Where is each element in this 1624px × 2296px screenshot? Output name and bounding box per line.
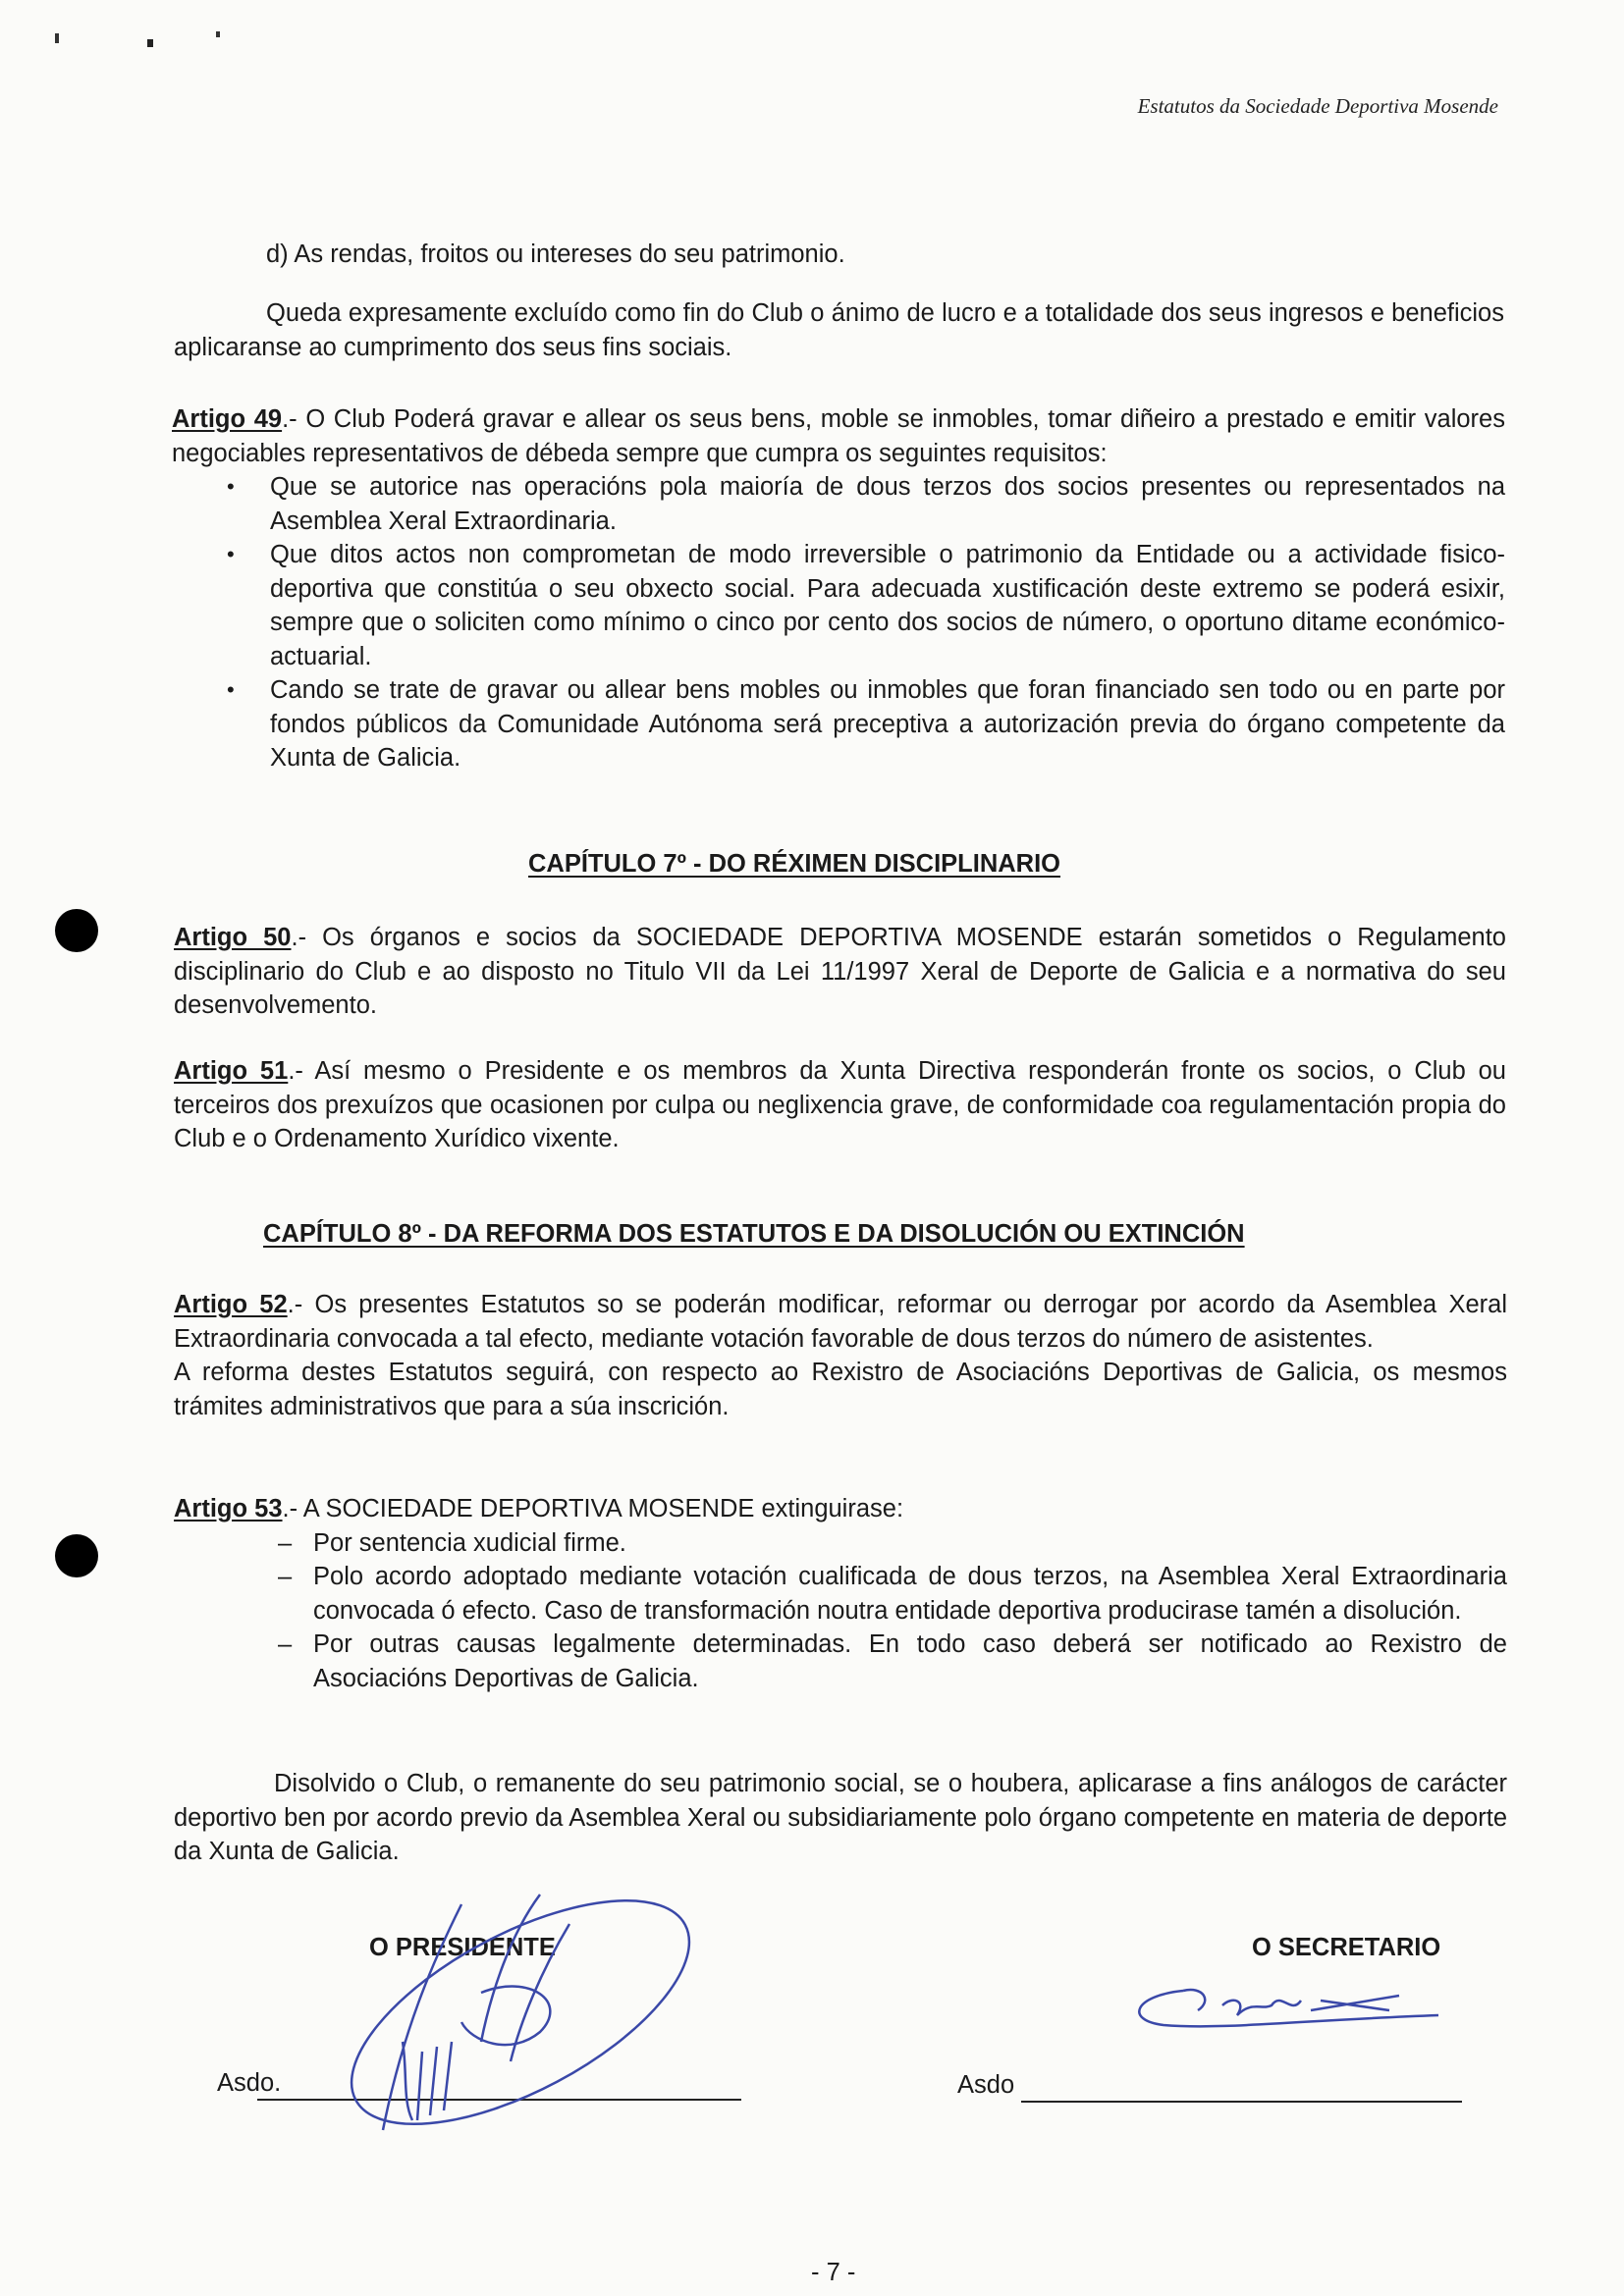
article-53	[174, 1492, 1507, 1695]
scan-mark	[55, 33, 59, 43]
chapter-8-heading: CAPÍTULO 8º - DA REFORMA DOS ESTATUTOS E DA DISOLUCIÓN OU EXTINCIÓN	[263, 1220, 1245, 1248]
president-signature	[314, 1875, 707, 2179]
page-number: - 7 -	[811, 2259, 856, 2286]
scan-mark	[147, 39, 153, 47]
article-50	[174, 921, 1506, 1023]
list-item: • Que se autorice nas operacións pola maioría de dous terzos dos socios presentes ou representados na Asemblea Xeral Extraordinaria.	[270, 470, 1505, 538]
signature-line	[1021, 2101, 1462, 2103]
article-label: Artigo 49	[172, 405, 283, 433]
secretary-signature	[1124, 1971, 1448, 2040]
extinction-list	[313, 1526, 1507, 1696]
article-text: .- A SOCIEDADE DEPORTIVA MOSENDE extinguirase:	[282, 1495, 904, 1522]
requirements-list	[270, 470, 1505, 775]
paragraph-disolvido: Disolvido o Club, o remanente do seu patrimonio social, se o houbera, aplicarase a fins análogos de carácter deportivo ben por acordo previo da Asemblea Xeral ou subsidiariamente polo órgano competente en materia de deporte da Xunta de Galicia.	[174, 1770, 1507, 1865]
list-item: – Polo acordo adoptado mediante votación cualificada de dous terzos, na Asemblea Xeral Extraordinaria convocada ó efecto. Caso de transformación noutra entidade deportiva producirase tamén a disolución.	[313, 1560, 1507, 1628]
article-label: Artigo 53	[174, 1495, 283, 1522]
item-d: d) As rendas, froitos ou intereses do seu patrimonio.	[266, 240, 845, 268]
article-text: .- Os órganos e socios da SOCIEDADE DEPORTIVA MOSENDE estarán sometidos o Regulamento disciplinario do Club e ao disposto no Titulo VII da Lei 11/1997 Xeral de Deporte de Galicia e a normativa do seu desenvolvemento.	[174, 924, 1506, 1019]
article-text: .- Así mesmo o Presidente e os membros da Xunta Directiva responderán fronte os socios, o Club ou terceiros dos prexuízos que ocasionen por culpa ou neglixencia grave, de conformidade coa regulamentación propia do Club e o Ordenamento Xurídico vixente.	[174, 1057, 1506, 1152]
article-51	[174, 1054, 1506, 1156]
list-item: – Por sentencia xudicial firme.	[313, 1526, 1507, 1561]
scan-mark	[216, 31, 220, 37]
chapter-7-heading: CAPÍTULO 7º - DO RÉXIMEN DISCIPLINARIO	[528, 850, 1061, 878]
list-item: • Que ditos actos non comprometan de modo irreversible o patrimonio da Entidade ou a actividade fisico-deportiva que constitúa o seu obxecto social. Para adecuada xustificación deste extremo se poderá esixir, sempre que o soliciten como mínimo o cinco por cento dos socios de número, o oportuno ditame económico-actuarial.	[270, 538, 1505, 673]
article-label: Artigo 51	[174, 1057, 289, 1085]
punch-hole	[55, 1534, 98, 1577]
list-item: – Por outras causas legalmente determinadas. En todo caso deberá ser notificado ao Rexistro de Asociacións Deportivas de Galicia.	[313, 1628, 1507, 1695]
president-label: O PRESIDENTE	[369, 1934, 556, 1961]
article-label: Artigo 50	[174, 924, 292, 951]
asdo-secretary: Asdo	[957, 2071, 1015, 2099]
running-header: Estatutos da Sociedade Deportiva Mosende	[1137, 94, 1498, 118]
secretary-label: O SECRETARIO	[1252, 1934, 1441, 1961]
punch-hole	[55, 909, 98, 952]
list-item: • Cando se trate de gravar ou allear bens mobles ou inmobles que foran financiado sen todo ou en parte por fondos públicos da Comunidade Autónoma será preceptiva a autorización previa do órgano competente da Xunta de Galicia.	[270, 673, 1505, 775]
article-text: .- O Club Poderá gravar e allear os seus bens, moble se inmobles, tomar diñeiro a prestado e emitir valores negociables representativos de débeda sempre que cumpra os seguintes requisitos:	[172, 405, 1505, 467]
article-text: A reforma destes Estatutos seguirá, con respecto ao Rexistro de Asociacións Deportivas de Galicia, os mesmos trámites administrativos que para a súa inscrición.	[174, 1359, 1507, 1420]
asdo-president: Asdo.	[217, 2069, 282, 2097]
article-label: Artigo 52	[174, 1291, 288, 1318]
article-text: .- Os presentes Estatutos so se poderán modificar, reformar ou derrogar por acordo da Asemblea Xeral Extraordinaria convocada a tal efecto, mediante votación favorable de dous terzos do número de asistentes.	[174, 1291, 1507, 1353]
paragraph-queda: Queda expresamente excluído como fin do Club o ánimo de lucro e a totalidade dos seus ingresos e beneficios aplicaranse ao cumprimento dos seus fins sociais.	[174, 299, 1504, 361]
article-52	[174, 1288, 1507, 1423]
article-49	[172, 402, 1505, 775]
